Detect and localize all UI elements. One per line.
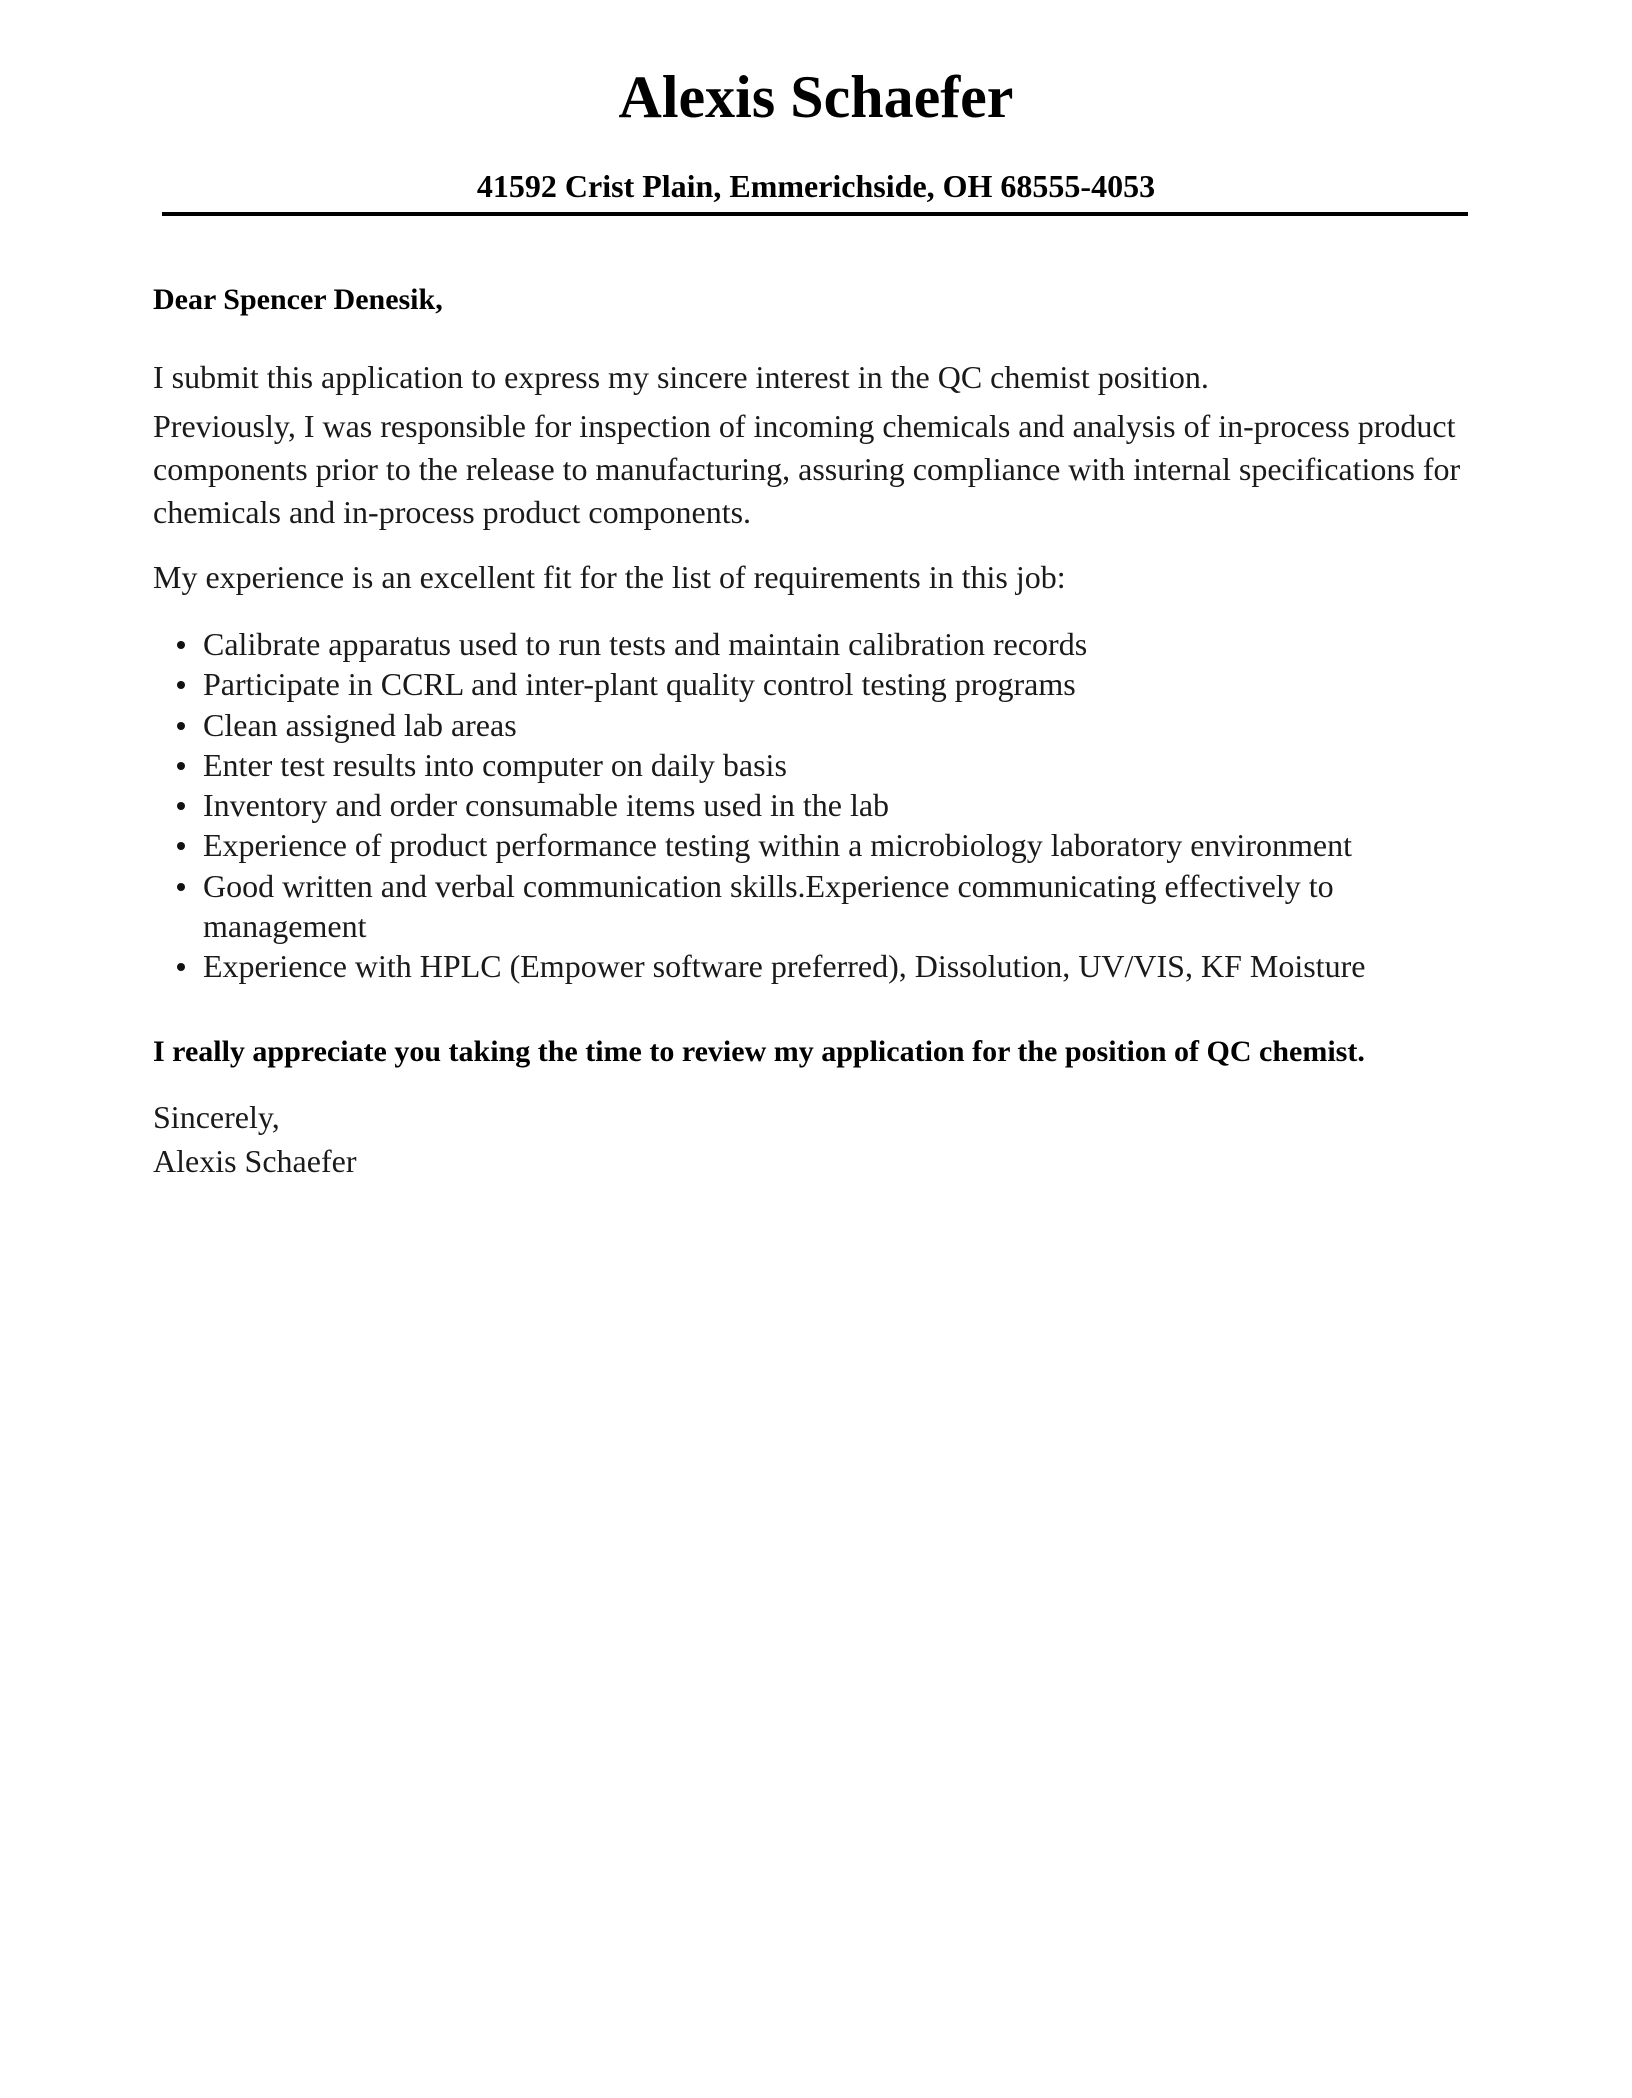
list-item: [153, 664, 1478, 704]
list-item-text: Participate in CCRL and inter-plant quality control testing programs: [203, 666, 1076, 703]
bullet-icon: [177, 722, 185, 730]
list-item: [153, 745, 1478, 785]
requirements-list: [153, 624, 1478, 987]
closing-statement: I really appreciate you taking the time to review my application for the position of QC chemist.: [153, 1035, 1365, 1068]
list-item: [153, 624, 1478, 664]
list-item: [153, 866, 1478, 947]
list-item: [153, 825, 1478, 865]
bullet-icon: [177, 641, 185, 649]
bullet-icon: [177, 681, 185, 689]
list-item-text: Calibrate apparatus used to run tests and maintain calibration records: [203, 626, 1088, 662]
list-item-text: Clean assigned lab areas: [203, 706, 517, 743]
applicant-address: 41592 Crist Plain, Emmerichside, OH 68555-4053: [476, 168, 1156, 204]
header-divider: [162, 212, 1468, 216]
signoff-block: [153, 1095, 356, 1183]
requirements-intro: My experience is an excellent fit for the list of requirements in this job:: [153, 559, 1066, 595]
list-item-text: Good written and verbal communication skills.Experience communicating effectively to management: [203, 867, 1334, 945]
signature: Alexis Schaefer: [153, 1143, 357, 1179]
list-item-text: Experience with HPLC (Empower software preferred), Dissolution, UV/VIS, KF Moisture: [203, 948, 1366, 985]
list-item: [153, 946, 1478, 986]
intro-paragraph: I submit this application to express my sincere interest in the QC chemist position.: [153, 359, 1209, 395]
bullet-icon: [177, 883, 185, 891]
list-item: [153, 785, 1478, 825]
list-item: [153, 705, 1478, 745]
applicant-name-heading: Alexis Schaefer: [618, 64, 1014, 130]
experience-paragraph: Previously, I was responsible for inspection of incoming chemicals and analysis of in-process product components prior to the release to manufacturing, assuring compliance with internal specifications for chemicals and in-process product components.: [153, 408, 1461, 530]
bullet-icon: [177, 842, 185, 850]
bullet-icon: [177, 802, 185, 810]
list-item-text: Experience of product performance testing within a microbiology laboratory environment: [203, 827, 1352, 864]
list-item-text: Enter test results into computer on daily basis: [203, 746, 787, 783]
signoff: Sincerely,: [153, 1099, 280, 1135]
bullet-icon: [177, 762, 185, 770]
list-item-text: Inventory and order consumable items used in the lab: [203, 787, 890, 824]
salutation: Dear Spencer Denesik,: [153, 283, 443, 316]
bullet-icon: [177, 963, 185, 971]
